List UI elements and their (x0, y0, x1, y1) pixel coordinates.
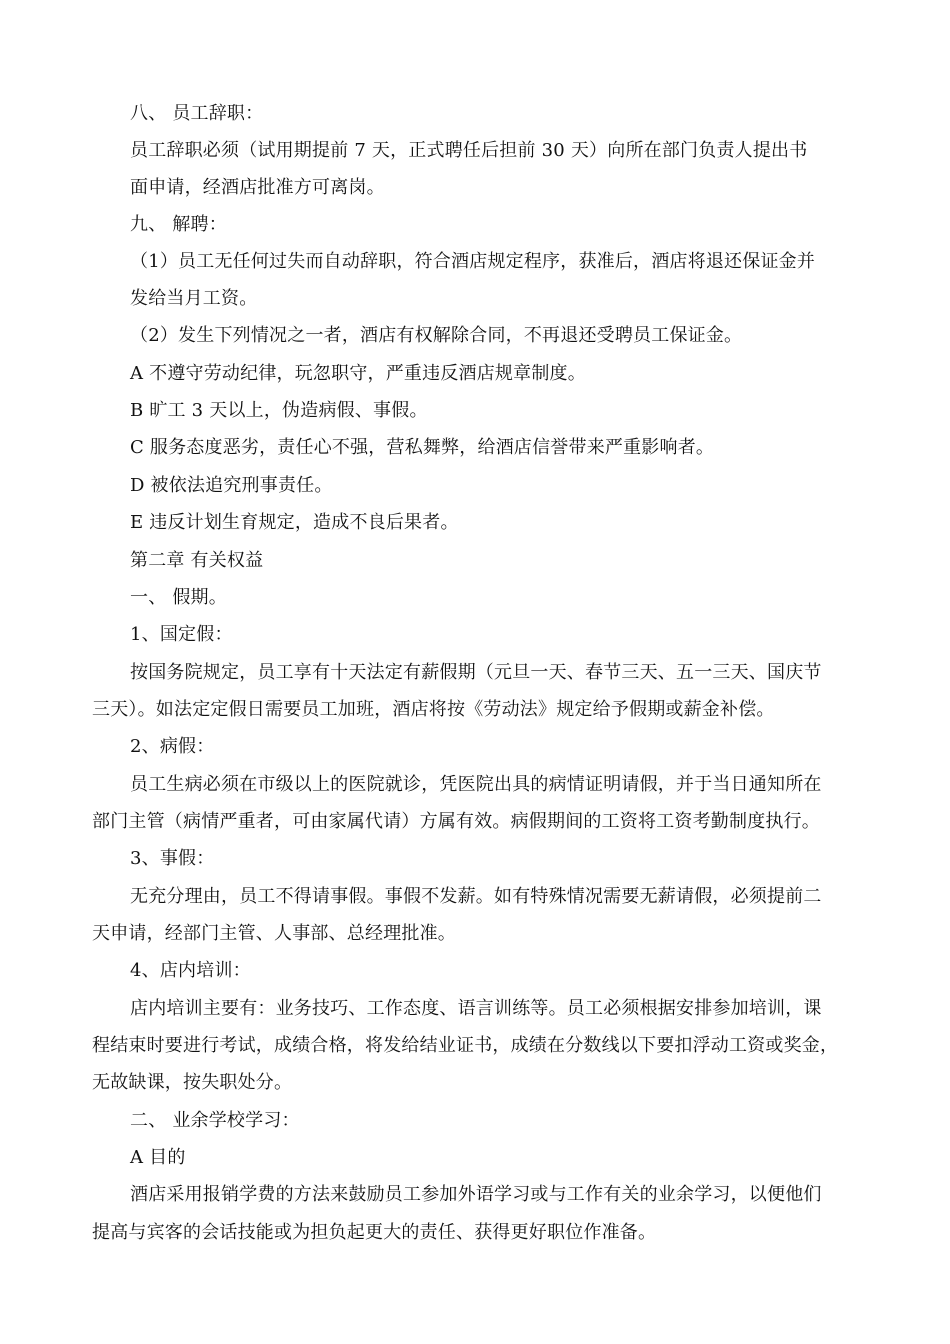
paragraph-line: 酒店采用报销学费的方法来鼓励员工参加外语学习或与工作有关的业余学习，以便他们 (130, 1184, 822, 1205)
subsection-heading: 2、病假： (130, 736, 215, 757)
section-heading-holidays: 一、 假期。 (130, 587, 227, 608)
paragraph-line: 按国务院规定，员工享有十天法定有薪假期（元旦一天、春节三天、五一三天、国庆节 (130, 662, 822, 683)
section-heading-resignation: 八、 员工辞职： (130, 103, 264, 124)
list-item: B 旷工 3 天以上，伪造病假、事假。 (130, 400, 428, 421)
section-heading-dismissal: 九、 解聘： (130, 214, 227, 235)
subsection-heading: 3、事假： (130, 848, 215, 869)
paragraph-line: 提高与宾客的会话技能或为担负起更大的责任、获得更好职位作准备。 (92, 1222, 657, 1243)
paragraph-line: 天申请，经部门主管、人事部、总经理批准。 (92, 923, 456, 944)
subsection-heading: 1、国定假： (130, 624, 233, 645)
list-item: C 服务态度恶劣，责任心不强，营私舞弊，给酒店信誉带来严重影响者。 (130, 437, 715, 458)
paragraph-line: （1）员工无任何过失而自动辞职，符合酒店规定程序，获准后，酒店将退还保证金并 (130, 251, 816, 272)
list-item: D 被依法追究刑事责任。 (130, 475, 333, 496)
paragraph-line: 无故缺课，按失职处分。 (92, 1072, 293, 1093)
subsection-heading: A 目的 (130, 1147, 186, 1168)
paragraph-line: 三天）。如法定定假日需要员工加班，酒店将按《劳动法》规定给予假期或薪金补偿。 (92, 699, 775, 720)
paragraph-line: 员工生病必须在市级以上的医院就诊，凭医院出具的病情证明请假，并于当日通知所在 (130, 774, 822, 795)
paragraph-line: 无充分理由，员工不得请事假。事假不发薪。如有特殊情况需要无薪请假，必须提前二 (130, 886, 822, 907)
paragraph-line: 面申请，经酒店批准方可离岗。 (130, 177, 385, 198)
paragraph-line: 部门主管（病情严重者，可由家属代请）方属有效。病假期间的工资将工资考勤制度执行。 (92, 811, 820, 832)
section-heading-evening-school: 二、 业余学校学习： (130, 1110, 300, 1131)
subsection-heading: 4、店内培训： (130, 960, 251, 981)
list-item: A 不遵守劳动纪律，玩忽职守，严重违反酒店规章制度。 (130, 363, 586, 384)
paragraph-line: 员工辞职必须（试用期提前 7 天，正式聘任后担前 30 天）向所在部门负责人提出书 (130, 140, 808, 161)
paragraph-line: 发给当月工资。 (130, 288, 258, 309)
list-item: E 违反计划生育规定，造成不良后果者。 (130, 512, 459, 533)
paragraph-line: 程结束时要进行考试，成绩合格，将发给结业证书，成绩在分数线以下要扣浮动工资或奖金， (92, 1035, 839, 1056)
paragraph-line: （2）发生下列情况之一者，酒店有权解除合同，不再退还受聘员工保证金。 (130, 325, 743, 346)
chapter-heading: 第二章 有关权益 (130, 550, 264, 571)
paragraph-line: 店内培训主要有：业务技巧、工作态度、语言训练等。员工必须根据安排参加培训，课 (130, 998, 822, 1019)
